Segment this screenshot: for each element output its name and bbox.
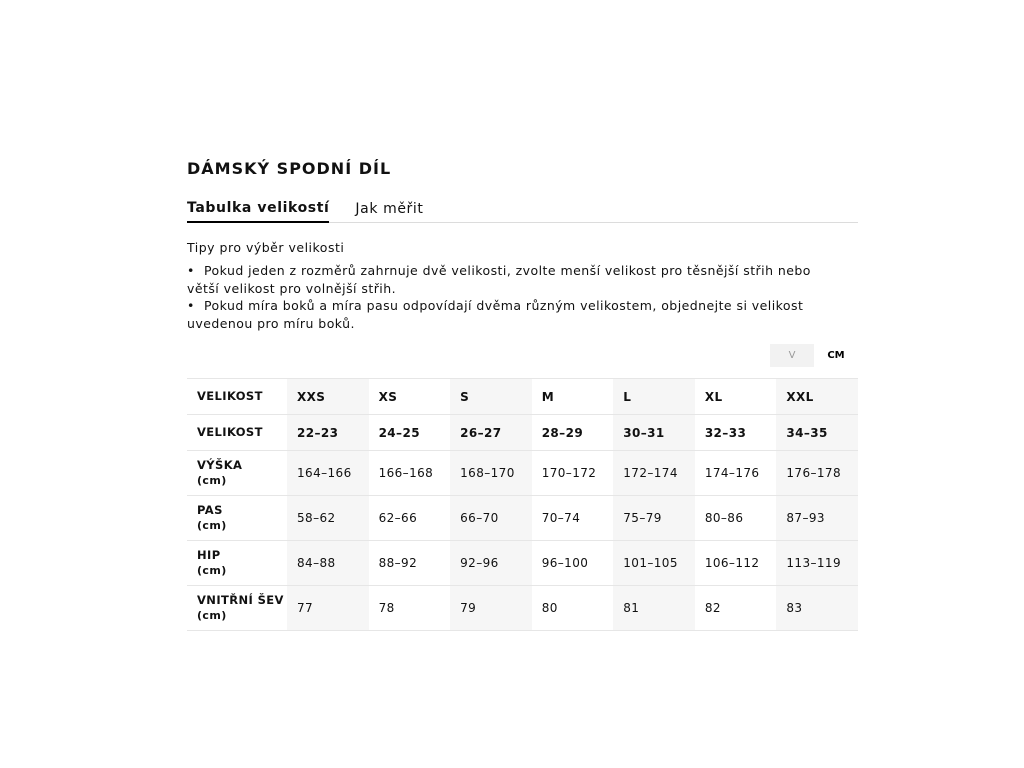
table-cell: 113–119 <box>776 541 858 586</box>
table-row <box>187 379 858 415</box>
tips-list <box>187 262 858 332</box>
table-row <box>187 496 858 541</box>
table-cell: 58–62 <box>287 496 369 541</box>
table-cell: 80–86 <box>695 496 777 541</box>
table-row <box>187 586 858 631</box>
table-cell: 77 <box>287 586 369 631</box>
bullet-icon: • <box>187 298 195 313</box>
unit-toggle <box>187 344 858 367</box>
table-cell: 168–170 <box>450 451 532 496</box>
tip-text-line: Pokud jeden z rozměrů zahrnuje dvě velikosti, zvolte menší velikost pro těsnější střih nebo <box>204 263 811 278</box>
tip-text-line: větší velikost pro volnější střih. <box>187 280 397 296</box>
row-label-text: HIP <box>197 548 221 562</box>
table-cell: 66–70 <box>450 496 532 541</box>
row-unit-text: (cm) <box>197 519 227 532</box>
table-cell: 79 <box>450 586 532 631</box>
row-label-text: VELIKOST <box>197 425 263 439</box>
unit-inch-button[interactable]: V <box>770 344 814 367</box>
table-cell: 34–35 <box>776 415 858 451</box>
table-cell: XXS <box>287 379 369 415</box>
row-label-text: VELIKOST <box>197 389 263 403</box>
tip-text-line: uvedenou pro míru boků. <box>187 315 355 331</box>
table-row <box>187 415 858 451</box>
table-cell: 92–96 <box>450 541 532 586</box>
table-cell: 75–79 <box>613 496 695 541</box>
table-cell: XXL <box>776 379 858 415</box>
row-label-text: VNITŘNÍ ŠEV <box>197 593 284 607</box>
tab-size-table[interactable]: Tabulka velikostí <box>187 200 329 223</box>
row-label <box>187 379 287 415</box>
table-cell: 84–88 <box>287 541 369 586</box>
row-label <box>187 541 287 586</box>
table-cell: 26–27 <box>450 415 532 451</box>
table-cell: M <box>532 379 614 415</box>
size-guide <box>187 158 858 631</box>
table-row <box>187 541 858 586</box>
row-unit-text: (cm) <box>197 609 227 622</box>
table-cell: 170–172 <box>532 451 614 496</box>
table-cell: 87–93 <box>776 496 858 541</box>
table-cell: 32–33 <box>695 415 777 451</box>
table-cell: 82 <box>695 586 777 631</box>
table-cell: 78 <box>369 586 451 631</box>
page-title: DÁMSKÝ SPODNÍ DÍL <box>187 159 392 178</box>
row-label <box>187 586 287 631</box>
row-label <box>187 496 287 541</box>
table-cell: 28–29 <box>532 415 614 451</box>
row-label <box>187 451 287 496</box>
table-cell: 96–100 <box>532 541 614 586</box>
table-cell: 164–166 <box>287 451 369 496</box>
table-cell: 24–25 <box>369 415 451 451</box>
row-label-text: PAS <box>197 503 223 517</box>
table-cell: 62–66 <box>369 496 451 541</box>
table-cell: 22–23 <box>287 415 369 451</box>
table-cell: S <box>450 379 532 415</box>
tab-how-to-measure[interactable]: Jak měřit <box>355 201 424 217</box>
table-cell: 88–92 <box>369 541 451 586</box>
table-cell: 70–74 <box>532 496 614 541</box>
table-cell: L <box>613 379 695 415</box>
tab-bar <box>187 195 858 223</box>
table-cell: XL <box>695 379 777 415</box>
table-cell: XS <box>369 379 451 415</box>
table-row <box>187 451 858 496</box>
tip-item <box>187 262 858 297</box>
tip-text-line: Pokud míra boků a míra pasu odpovídají dvěma různým velikostem, objednejte si velikost <box>204 298 804 313</box>
row-label-text: VÝŠKA <box>197 458 243 472</box>
table-cell: 80 <box>532 586 614 631</box>
table-cell: 101–105 <box>613 541 695 586</box>
bullet-icon: • <box>187 263 195 278</box>
table-cell: 83 <box>776 586 858 631</box>
unit-cm-button[interactable]: CM <box>814 344 858 367</box>
row-unit-text: (cm) <box>197 474 227 487</box>
table-cell: 106–112 <box>695 541 777 586</box>
size-table <box>187 378 858 631</box>
table-cell: 174–176 <box>695 451 777 496</box>
table-cell: 81 <box>613 586 695 631</box>
tips-heading: Tipy pro výběr velikosti <box>187 240 345 255</box>
table-cell: 176–178 <box>776 451 858 496</box>
table-cell: 30–31 <box>613 415 695 451</box>
table-cell: 172–174 <box>613 451 695 496</box>
tip-item <box>187 297 858 332</box>
row-unit-text: (cm) <box>197 564 227 577</box>
table-cell: 166–168 <box>369 451 451 496</box>
row-label <box>187 415 287 451</box>
size-table-body <box>187 379 858 631</box>
